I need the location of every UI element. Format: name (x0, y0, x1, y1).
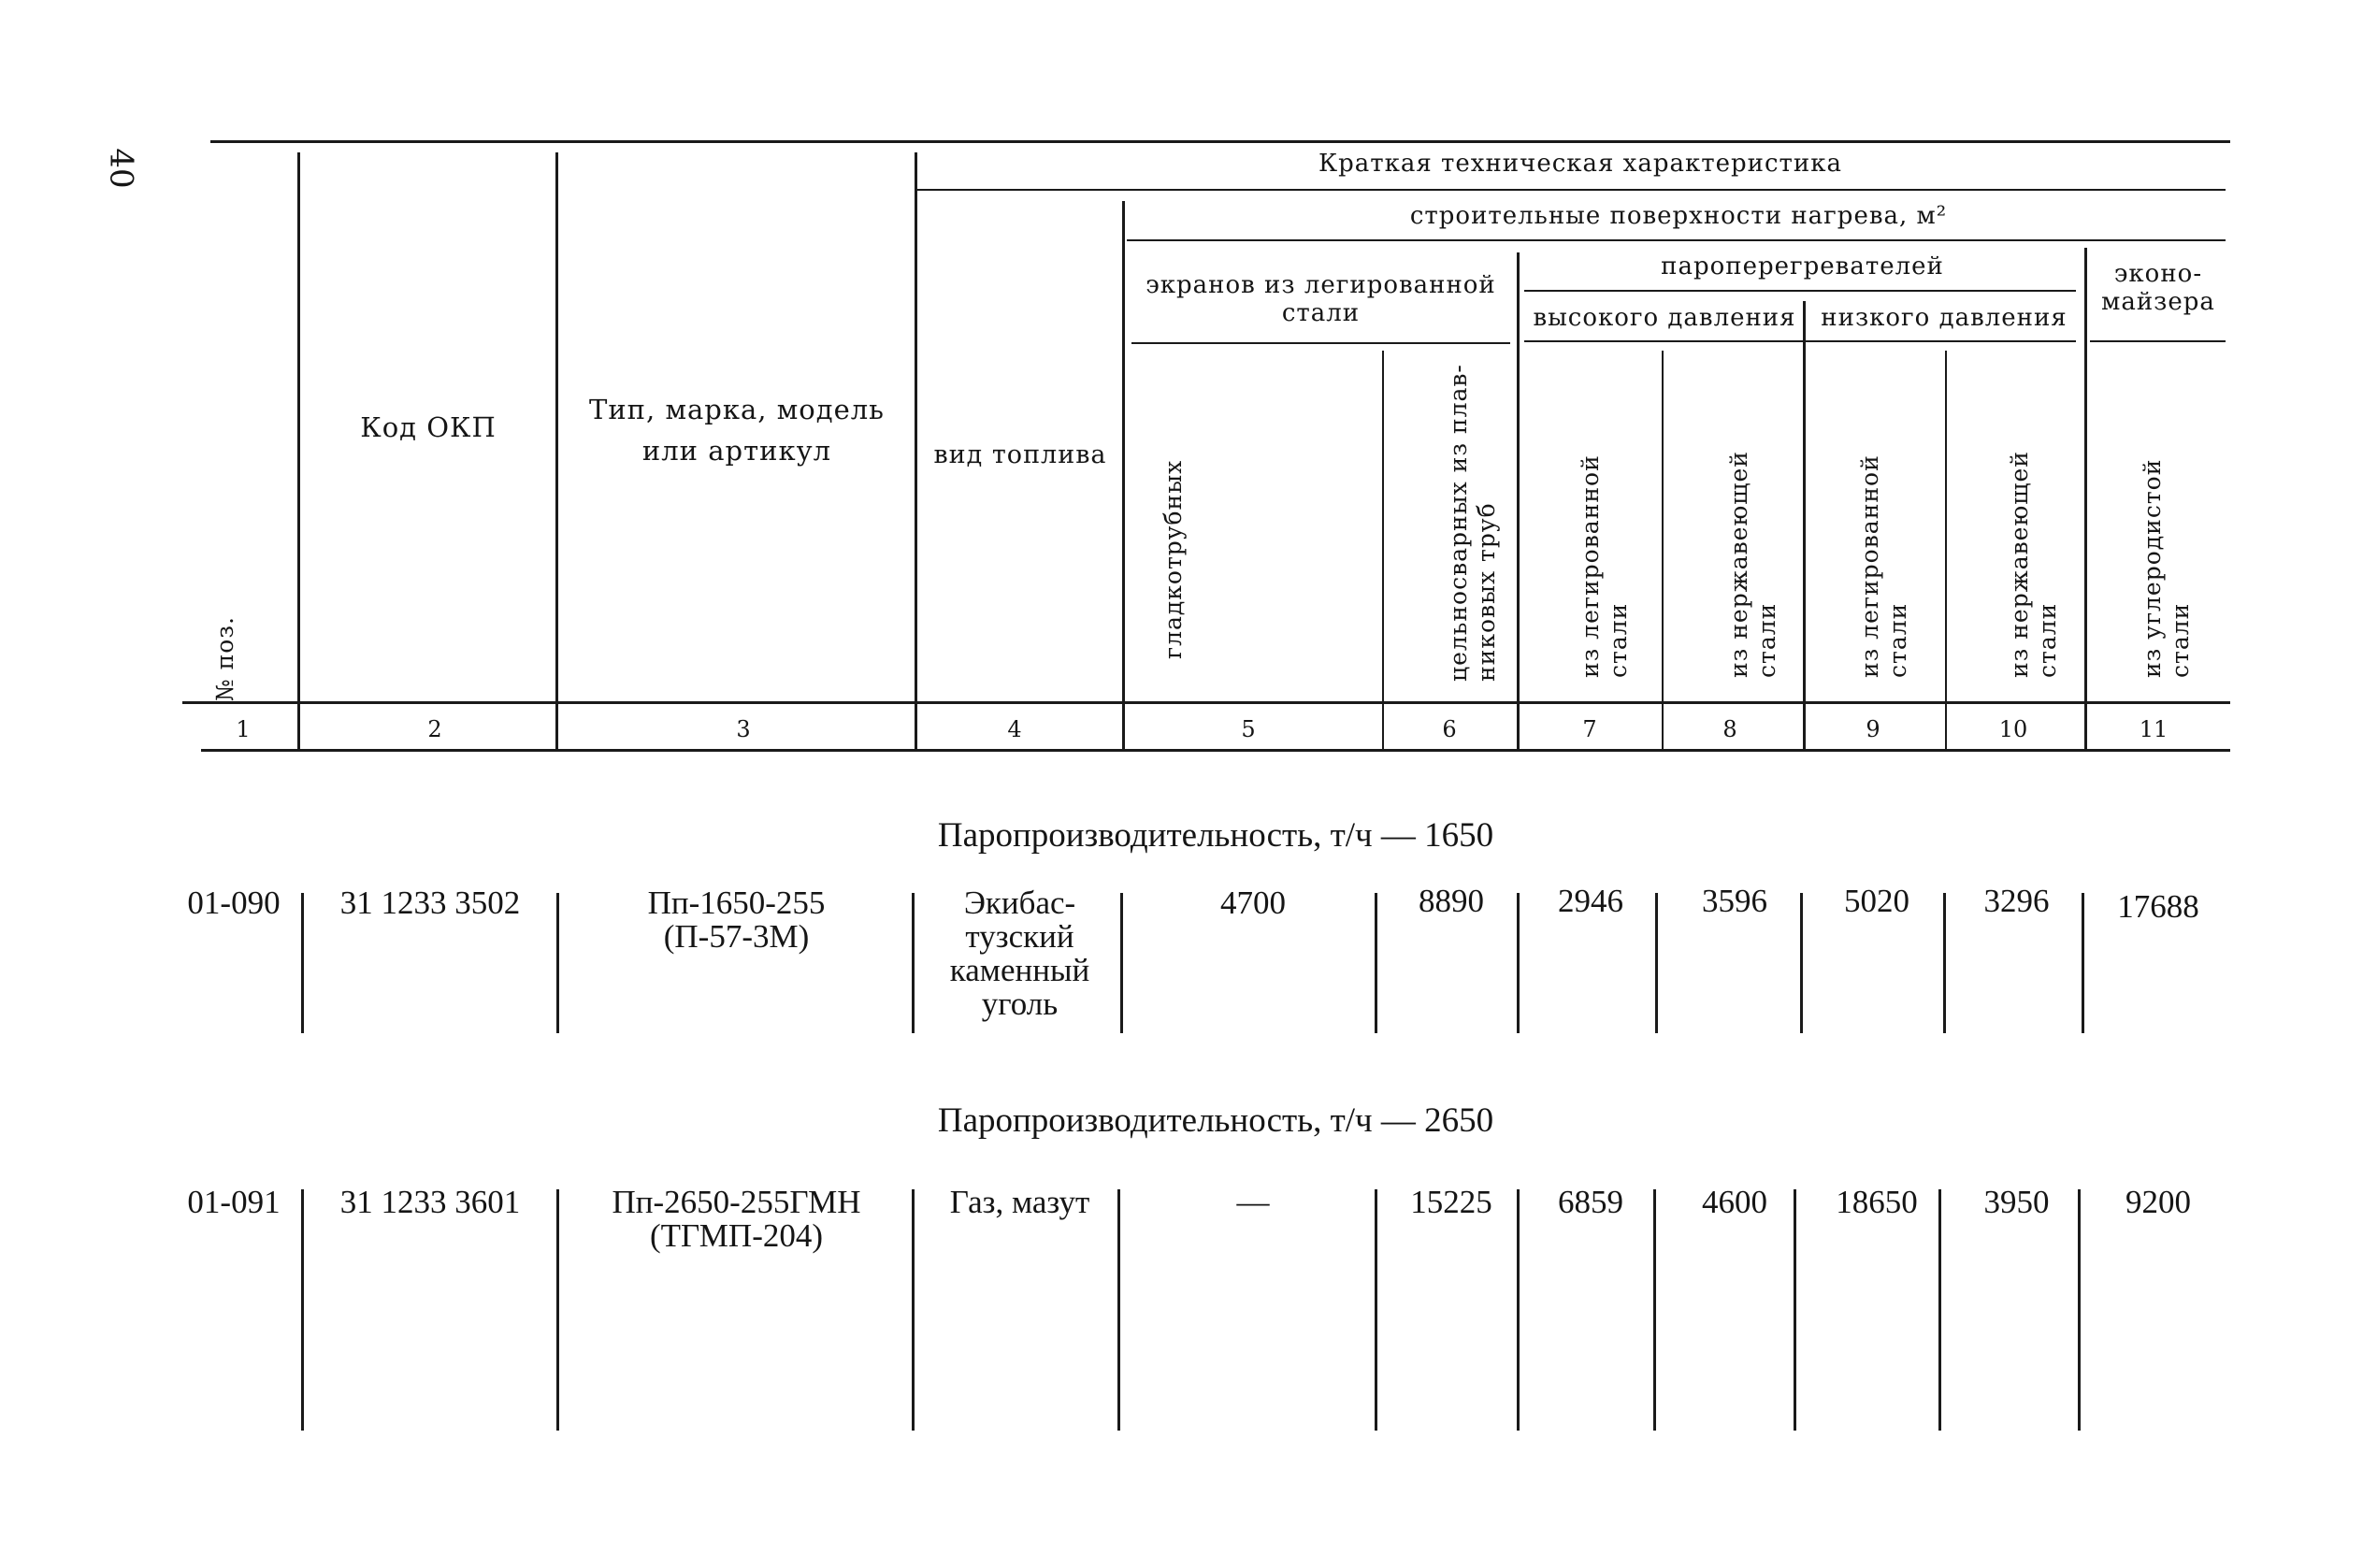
row2-okp: 31 1233 3601 (339, 1184, 521, 1220)
header-vline-4 (1122, 201, 1125, 751)
superheaters-sub-rule (1524, 290, 2076, 292)
col-number-4: 4 (1007, 716, 1022, 742)
row1-okp: 31 1233 3502 (339, 885, 521, 921)
screens-sub-rule (1131, 342, 1510, 344)
pressure-sub-rule (1524, 340, 2076, 342)
page-number: 40 (102, 148, 140, 189)
header-vline-6 (1517, 252, 1520, 751)
table-header-end-rule (201, 749, 2230, 752)
okp-header: Код ОКП (360, 411, 497, 443)
row2-vline-8 (1794, 1189, 1796, 1431)
superheaters-header: пароперегревателей (1661, 252, 1944, 281)
pos-header: № поз. (211, 616, 238, 701)
row1-vline-4 (1120, 893, 1123, 1033)
col8-header: из нержавеющей стали (1725, 451, 1780, 678)
row2-col9: 18650 (1836, 1184, 1918, 1220)
row2-col11: 9200 (2125, 1184, 2191, 1220)
surfaces-sub-rule (1127, 239, 2226, 241)
row2-pos: 01-091 (187, 1184, 281, 1220)
row1-fuel: Экибас- тузский каменный уголь (949, 885, 1090, 1022)
row1-vline-8 (1800, 893, 1803, 1033)
col9-header: из легированной стали (1856, 454, 1911, 678)
tech-sub-rule (916, 189, 2226, 191)
row1-type: Пп-1650-255 (П-57-3М) (647, 885, 826, 955)
economizer-sub-rule (2090, 340, 2226, 342)
row1-vline-6 (1517, 893, 1520, 1033)
row1-col11: 17688 (2117, 888, 2199, 925)
col-number-7: 7 (1582, 716, 1597, 742)
col6-header: цельносварных из плав- никовых труб (1445, 364, 1500, 682)
row2-type: Пп-2650-255ГМН (ТГМП-204) (612, 1184, 861, 1254)
row2-vline-2 (556, 1189, 559, 1431)
row1-vline-10 (2082, 893, 2084, 1033)
screens-header: экранов из легированной стали (1145, 271, 1496, 327)
row1-col5: 4700 (1220, 885, 1286, 921)
row2-col10: 3950 (1983, 1184, 2050, 1220)
row1-vline-3 (912, 893, 915, 1033)
row1-vline-5 (1375, 893, 1377, 1033)
row1-col10: 3296 (1983, 883, 2050, 919)
header-vline-1 (297, 152, 300, 751)
group-title-2: Паропроизводительность, т/ч — 2650 (937, 1101, 1494, 1140)
row2-col8: 4600 (1702, 1184, 1767, 1220)
table-top-rule (210, 140, 2230, 143)
tech-header: Краткая техническая характеристика (1318, 150, 1843, 178)
row2-vline-9 (1938, 1189, 1941, 1431)
col-number-2: 2 (427, 716, 442, 742)
row2-vline-7 (1653, 1189, 1656, 1431)
row2-vline-4 (1117, 1189, 1120, 1431)
row2-col5: — (1236, 1184, 1270, 1220)
header-bottom-rule (182, 701, 2230, 704)
row1-vline-7 (1655, 893, 1658, 1033)
row1-vline-2 (556, 893, 559, 1033)
group-title-1: Паропроизводительность, т/ч — 1650 (937, 816, 1494, 855)
row2-col6: 15225 (1410, 1184, 1492, 1220)
header-vline-8 (1803, 301, 1806, 751)
row2-fuel: Газ, мазут (949, 1184, 1090, 1220)
row2-vline-6 (1517, 1189, 1520, 1431)
header-vline-7 (1662, 351, 1664, 751)
low-pressure-header: низкого давления (1821, 304, 2068, 332)
col11-header: из углеродистой стали (2139, 458, 2194, 678)
row1-vline-1 (301, 893, 304, 1033)
high-pressure-header: высокого давления (1533, 304, 1796, 332)
row1-col8: 3596 (1702, 883, 1767, 919)
header-vline-10 (2084, 248, 2087, 751)
col7-header: из легированной стали (1577, 454, 1632, 678)
col-number-11: 11 (2139, 716, 2168, 742)
header-vline-3 (915, 152, 917, 751)
row1-pos: 01-090 (187, 885, 281, 921)
row1-col9: 5020 (1844, 883, 1909, 919)
row2-vline-5 (1375, 1189, 1377, 1431)
col-number-8: 8 (1722, 716, 1737, 742)
type-header: Тип, марка, модель или артикул (589, 394, 885, 467)
col-number-3: 3 (736, 716, 751, 742)
col5-header: гладкотрубных (1160, 459, 1187, 659)
row2-col7: 6859 (1558, 1184, 1623, 1220)
col-number-10: 10 (1998, 716, 2028, 742)
header-vline-5 (1382, 351, 1384, 751)
economizer-header: эконо- майзера (2101, 260, 2215, 316)
header-vline-9 (1945, 351, 1947, 751)
row2-vline-3 (912, 1189, 915, 1431)
row1-col6: 8890 (1419, 883, 1484, 919)
row2-vline-1 (301, 1189, 304, 1431)
col-number-5: 5 (1241, 716, 1256, 742)
row1-col7: 2946 (1558, 883, 1623, 919)
row1-vline-9 (1943, 893, 1946, 1033)
col10-header: из нержавеющей стали (2006, 451, 2061, 678)
col-number-9: 9 (1866, 716, 1880, 742)
col-number-1: 1 (236, 716, 251, 742)
col-number-6: 6 (1442, 716, 1457, 742)
fuel-header: вид топлива (933, 440, 1107, 469)
row2-vline-10 (2078, 1189, 2081, 1431)
header-vline-2 (555, 152, 558, 751)
surfaces-header: строительные поверхности нагрева, м² (1409, 202, 1948, 230)
